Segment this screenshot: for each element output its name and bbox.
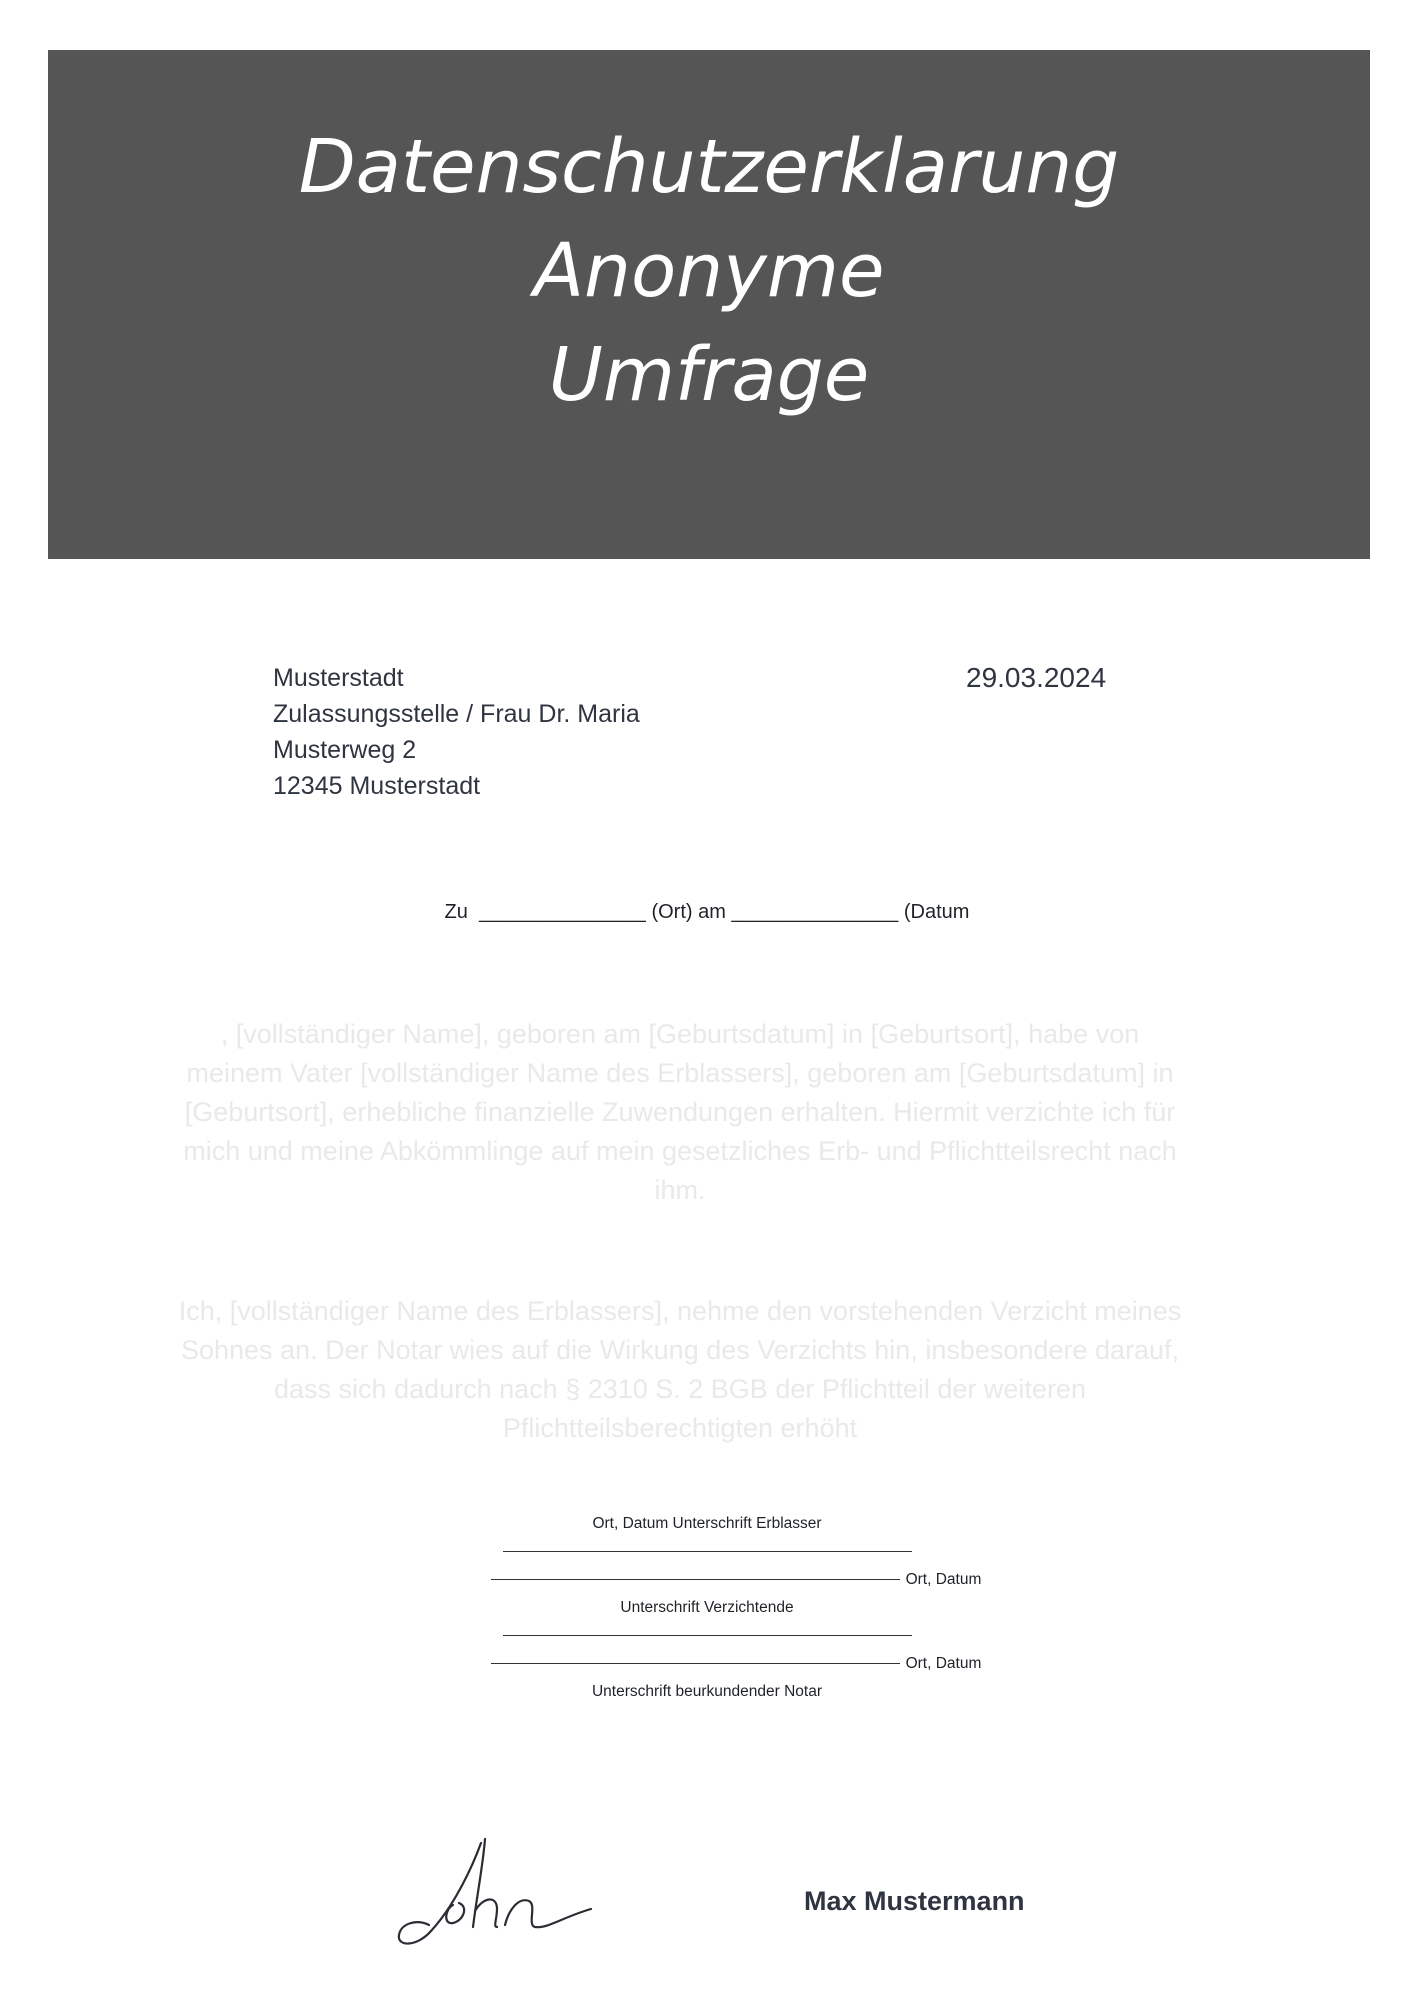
recipient-address	[273, 660, 640, 804]
place-date-line	[0, 901, 1414, 924]
ort-datum-line	[58, 1650, 1414, 1678]
signature-label-notar: Unterschrift beurkundender Notar	[591, 1683, 823, 1700]
signature-rule	[503, 1634, 912, 1636]
signer-name: Max Mustermann	[804, 1886, 1025, 1916]
place-datum-label: (Datum	[903, 901, 970, 923]
place-ort-label: (Ort) am	[651, 901, 726, 923]
recipient-line: Zulassungsstelle / Frau Dr. Maria	[273, 700, 640, 728]
title-line-2: Anonyme	[533, 228, 885, 314]
signature-rule	[503, 1550, 912, 1552]
ort-datum-label: Ort, Datum	[905, 1571, 982, 1588]
title-line-1: Datenschutzerklarung	[298, 124, 1120, 210]
body-paragraph-2: Ich, [vollständiger Name des Erblassers], nehme den vorstehenden Verzicht meines Sohnes an. Der Notar wies auf die Wirkung des Verzichts hin, insbesondere darauf, dass sich dadurch nach § 2310 S. 2 BGB der Pflichtteil der weiteren Pflichtteilsberechtigten erhöht	[178, 1296, 1182, 1443]
header-banner	[48, 50, 1370, 559]
signature-rule	[491, 1578, 900, 1580]
signature-block	[0, 1510, 1414, 1706]
signature-label-erblasser: Ort, Datum Unterschrift Erblasser	[592, 1515, 822, 1532]
place-prefix: Zu	[444, 901, 468, 923]
signature-line	[0, 1622, 1414, 1650]
document-title	[48, 115, 1370, 427]
ort-datum-label: Ort, Datum	[905, 1655, 982, 1672]
signature-rule	[491, 1662, 900, 1664]
body-paragraph-1: , [vollständiger Name], geboren am [Geburtsdatum] in [Geburtsort], habe von meinem Vater [vollständiger Name des Erblassers], geboren am [Geburtsdatum] in [Geburtsort], erhebliche finanzielle Zuwendungen erhalten. Hiermit verzichte ich für mich und meine Abkömmlinge auf mein gesetzliches Erb- und Pflichtteilsrecht nach ihm.	[183, 1019, 1177, 1205]
signature-label-verzichtende: Unterschrift Verzichtende	[620, 1599, 794, 1616]
place-blank: _______________	[479, 901, 646, 923]
date-blank: _______________	[731, 901, 899, 923]
handwritten-signature	[393, 1835, 603, 1950]
recipient-line: 12345 Musterstadt	[273, 772, 481, 800]
recipient-line: Musterweg 2	[273, 736, 417, 764]
document-date: 29.03.2024	[966, 662, 1107, 693]
signature-line	[0, 1538, 1414, 1566]
ort-datum-line	[58, 1566, 1414, 1594]
title-line-3: Umfrage	[548, 332, 870, 418]
recipient-line: Musterstadt	[273, 664, 404, 692]
